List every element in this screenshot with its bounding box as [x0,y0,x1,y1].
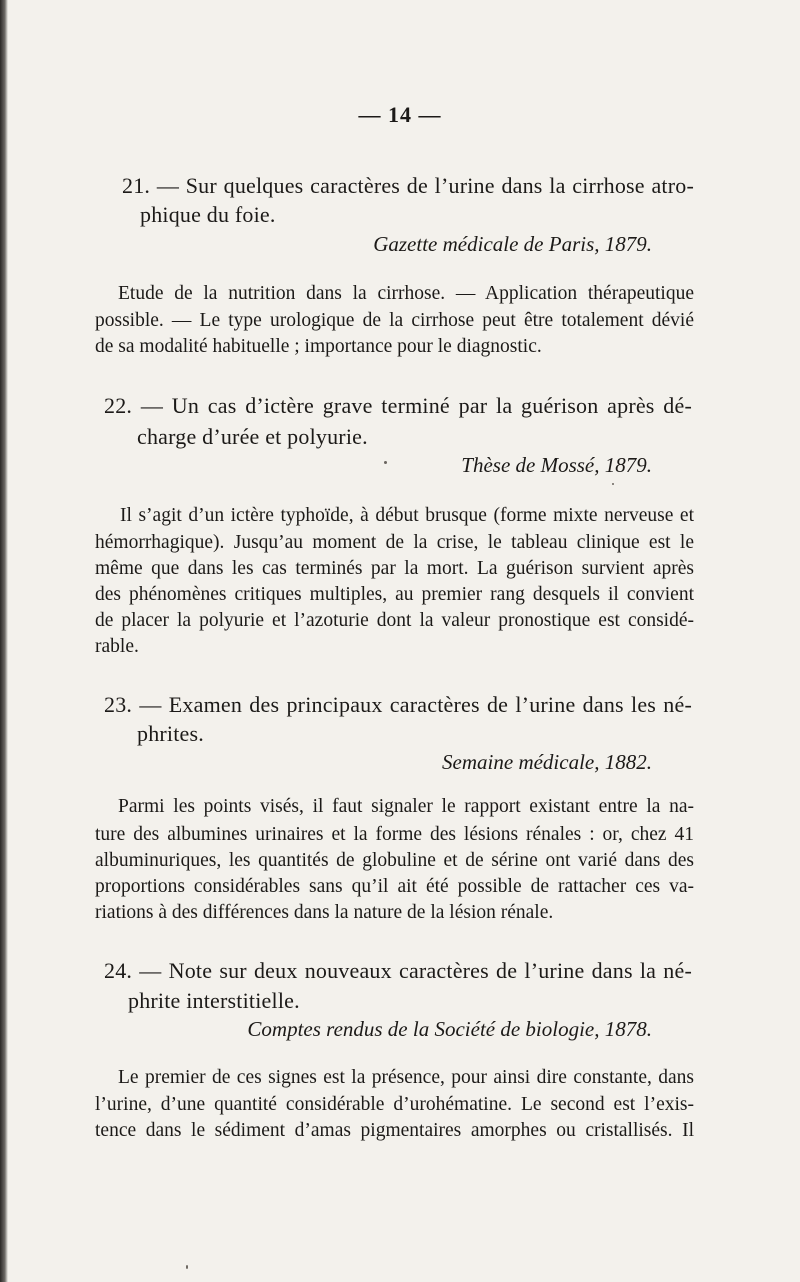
entry-body-line: même que dans les cas terminés par la mort. La guérison survient après [95,558,694,579]
entry-source: Semaine médicale, 1882. [442,750,652,774]
entry-body-line: proportions considérables sans qu’il ait été possible de rattacher ces va- [95,876,694,897]
entry-body-line: riations à des différences dans la nature de la lésion rénale. [95,902,554,923]
entry-body-line: Parmi les points visés, il faut signaler le rapport existant entre la na- [118,796,694,817]
entry-body-line: Le premier de ces signes est la présence, pour ainsi dire constante, dans [118,1067,694,1088]
scan-speck [186,1265,188,1269]
entry-body-line: rable. [95,636,139,657]
entry-source: Gazette médicale de Paris, 1879. [373,232,652,256]
page-number: — 14 — [358,102,442,127]
entry-body-line: de sa modalité habituelle ; importance pour le diagnostic. [95,336,542,357]
entry-source: Comptes rendus de la Société de biologie, 1878. [247,1017,652,1041]
entry-title-line: phique du foie. [140,202,276,227]
entry-title-line: 24. — Note sur deux nouveaux caractères de l’urine dans la né- [104,958,692,983]
entry-source: Thèse de Mossé, 1879. [461,453,652,477]
entry-body-line: albuminuriques, les quantités de globuline et de sérine ont varié dans des [95,850,694,871]
entry-title-line: 21. — Sur quelques caractères de l’urine dans la cirrhose atro- [122,173,694,198]
entry-title-line: phrites. [137,721,204,746]
entry-body-line: Il s’agit d’un ictère typhoïde, à début brusque (forme mixte nerveuse et [120,505,694,526]
entry-body-line: l’urine, d’une quantité considérable d’urohématine. Le second est l’exis- [95,1094,694,1115]
entry-body-line: ture des albumines urinaires et la forme des lésions rénales : or, chez 41 [95,824,694,845]
entry-title-line: 22. — Un cas d’ictère grave terminé par la guérison après dé- [104,393,692,418]
entry-body-line: des phénomènes critiques multiples, au premier rang desquels il convient [95,584,694,605]
entry-title-line: charge d’urée et polyurie. [137,424,368,449]
entry-body-line: de placer la polyurie et l’azoturie dont la valeur pronostique est considé- [95,610,694,631]
entry-title-line: 23. — Examen des principaux caractères de l’urine dans les né- [104,692,692,717]
scan-speck [612,483,614,485]
entry-body-line: Etude de la nutrition dans la cirrhose. — Application thérapeutique [118,283,694,304]
entry-body-line: hémorrhagique). Jusqu’au moment de la crise, le tableau clinique est le [95,532,694,553]
entry-body-line: possible. — Le type urologique de la cirrhose peut être totalement dévié [95,310,694,331]
entry-body-line: tence dans le sédiment d’amas pigmentaires amorphes ou cristallisés. Il [95,1120,694,1141]
page-edge-shadow [0,0,8,1282]
scan-speck [384,461,387,464]
entry-title-line: phrite interstitielle. [128,988,300,1013]
